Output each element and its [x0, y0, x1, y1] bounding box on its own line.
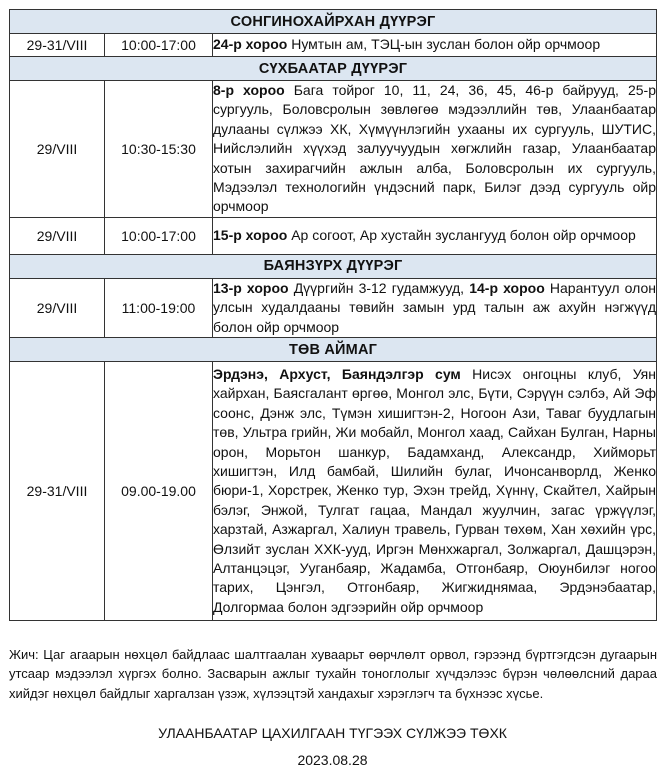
area-list: Нисэх онгоцны клуб, Уян хайрхан, Баясгалант өргөө, Монгол элс, Бүти, Сэрүүн сэлбэ, Ай Эф соонс, Дэнж элс, Түмэн хишигтэн-2, Ногоон Ази, Таваг буудлагын төв, Ультра грийн, Жи мобайл, Монгол хаад, Сайхан Булган, Нарны орон, Морьтон шанкур, Бадамханд, Александр, Хийморьт хишигтэн, Илд бамбай, Шилийн булаг, Ичонсанворлд, Женко бюри-1, Хорстрек, Женко тур, Эхэн трейд, Хүннү, Скайтел, Хайрын бэлэг, Энжой, Тулгат гацаа, Мандал жуулчин, загас үржүүлэг, харзтай, Азжаргал, Халиун травель, Гурван төхөм, Хан хөхийн үрс, Өлзийт зуслан ХХК-ууд, Иргэн Мөнхжаргал, Золжаргал, Дашцэрэн, Алтанцэцэг, Ууганбаяр, Жадамба, Отгонбаяр, Оюунбилэг ногоо тариx, Цэнгэл, Отгонбаяр, Жигжиднямаа, Эрдэнэбаатар, Долгормаа болон эдгээрийн ойр орчмоор: [213, 365, 656, 615]
footnote: Жич: Цаг агаарын нөхцөл байдлаас шалтгаалан хуваарьт өөрчлөлт орвол, гэрээнд бүртгэгдсэн дугаарын утсаар мэдээлэл хүргэх болно. Засварын ажлыг тухайн тоноглолыг хүчдэлээс бүрэн чөлөөлсний дараа хийдэг нөхцөл байдлыг харгалзан үзэж, хүлээцтэй хандахыг хэрэглэгч та бүхнээс хүсье.: [9, 647, 657, 701]
area-list: Дүүргийн 3-12 гудамжууд,: [288, 279, 470, 296]
time-cell: 10:00-17:00: [105, 217, 213, 254]
document-date: 2023.08.28: [297, 752, 368, 768]
date-cell: 29/VIII: [10, 217, 105, 254]
district-header-row: [10, 10, 657, 34]
table-row: [10, 81, 657, 218]
table-row: [10, 217, 657, 254]
table-row: [10, 362, 657, 621]
district-title: ТӨВ АЙМАГ: [10, 338, 657, 362]
district-title: СҮХБААТАР ДҮҮРЭГ: [10, 57, 657, 81]
table-row: [10, 278, 657, 337]
time-cell: 11:00-19:00: [105, 278, 213, 337]
area-cell: [213, 34, 657, 57]
district-header-row: [10, 338, 657, 362]
district-header-row: [10, 57, 657, 81]
khoroo-name: 15-р хороо: [213, 227, 288, 244]
area-list: Бага тойрог 10, 11, 24, 36, 45, 46-р байрууд, 25-р сургууль, Боловсролын зөвлөгөө мэдээллийн төв, Улаанбаатар дулааны сүлжээ ХК, Хүмүүнлэгийн ухааны их сургууль, ШУТИС, Нийслэлийн хүүхэд залуучуудын хөгжлийн газар, Улаанбаатар хотын захирагчийн ажлын алба, Боловсролын их сургууль, Мэдээлэл технологийн үндэсний парк, Билэг дээд сургууль ойр орчмоор: [213, 82, 656, 215]
date-cell: 29-31/VIII: [10, 362, 105, 621]
area-list: Нумтын ам, ТЭЦ-ын зуслан болон ойр орчмоор: [287, 36, 601, 53]
table-row: [10, 34, 657, 57]
khoroo-name: 14-р хороо: [469, 279, 545, 296]
area-list: Нарантуул олон улсын худалдааны төвийн замын урд талын аж ахуйн нэгжүүд болон ойр орчмоор: [213, 279, 656, 335]
time-cell: 09.00-19.00: [105, 362, 213, 621]
date-cell: 29/VIII: [10, 81, 105, 218]
district-title: СОНГИНОХАЙРХАН ДҮҮРЭГ: [10, 10, 657, 34]
area-cell: [213, 278, 657, 337]
time-cell: 10:30-15:30: [105, 81, 213, 218]
district-title: БАЯНЗҮРХ ДҮҮРЭГ: [10, 254, 657, 278]
khoroo-name: 13-р хороо: [213, 279, 289, 296]
date-cell: 29/VIII: [10, 278, 105, 337]
organization-signature: УЛААНБААТАР ЦАХИЛГААН ТҮГЭЭХ СҮЛЖЭЭ ТӨХК: [158, 725, 507, 741]
area-cell: [213, 362, 657, 621]
time-cell: 10:00-17:00: [105, 34, 213, 57]
date-cell: 29-31/VIII: [10, 34, 105, 57]
schedule-table: [9, 9, 657, 621]
khoroo-name: Эрдэнэ, Архуст, Баяндэлгэр сум: [213, 365, 461, 382]
area-list: Ар согоот, Ар хустайн зуслангууд болон ойр орчмоор: [287, 227, 636, 244]
district-header-row: [10, 254, 657, 278]
area-cell: [213, 217, 657, 254]
khoroo-name: 8-р хороо: [213, 82, 285, 98]
area-cell: [213, 81, 657, 218]
khoroo-name: 24-р хороо: [213, 36, 288, 53]
